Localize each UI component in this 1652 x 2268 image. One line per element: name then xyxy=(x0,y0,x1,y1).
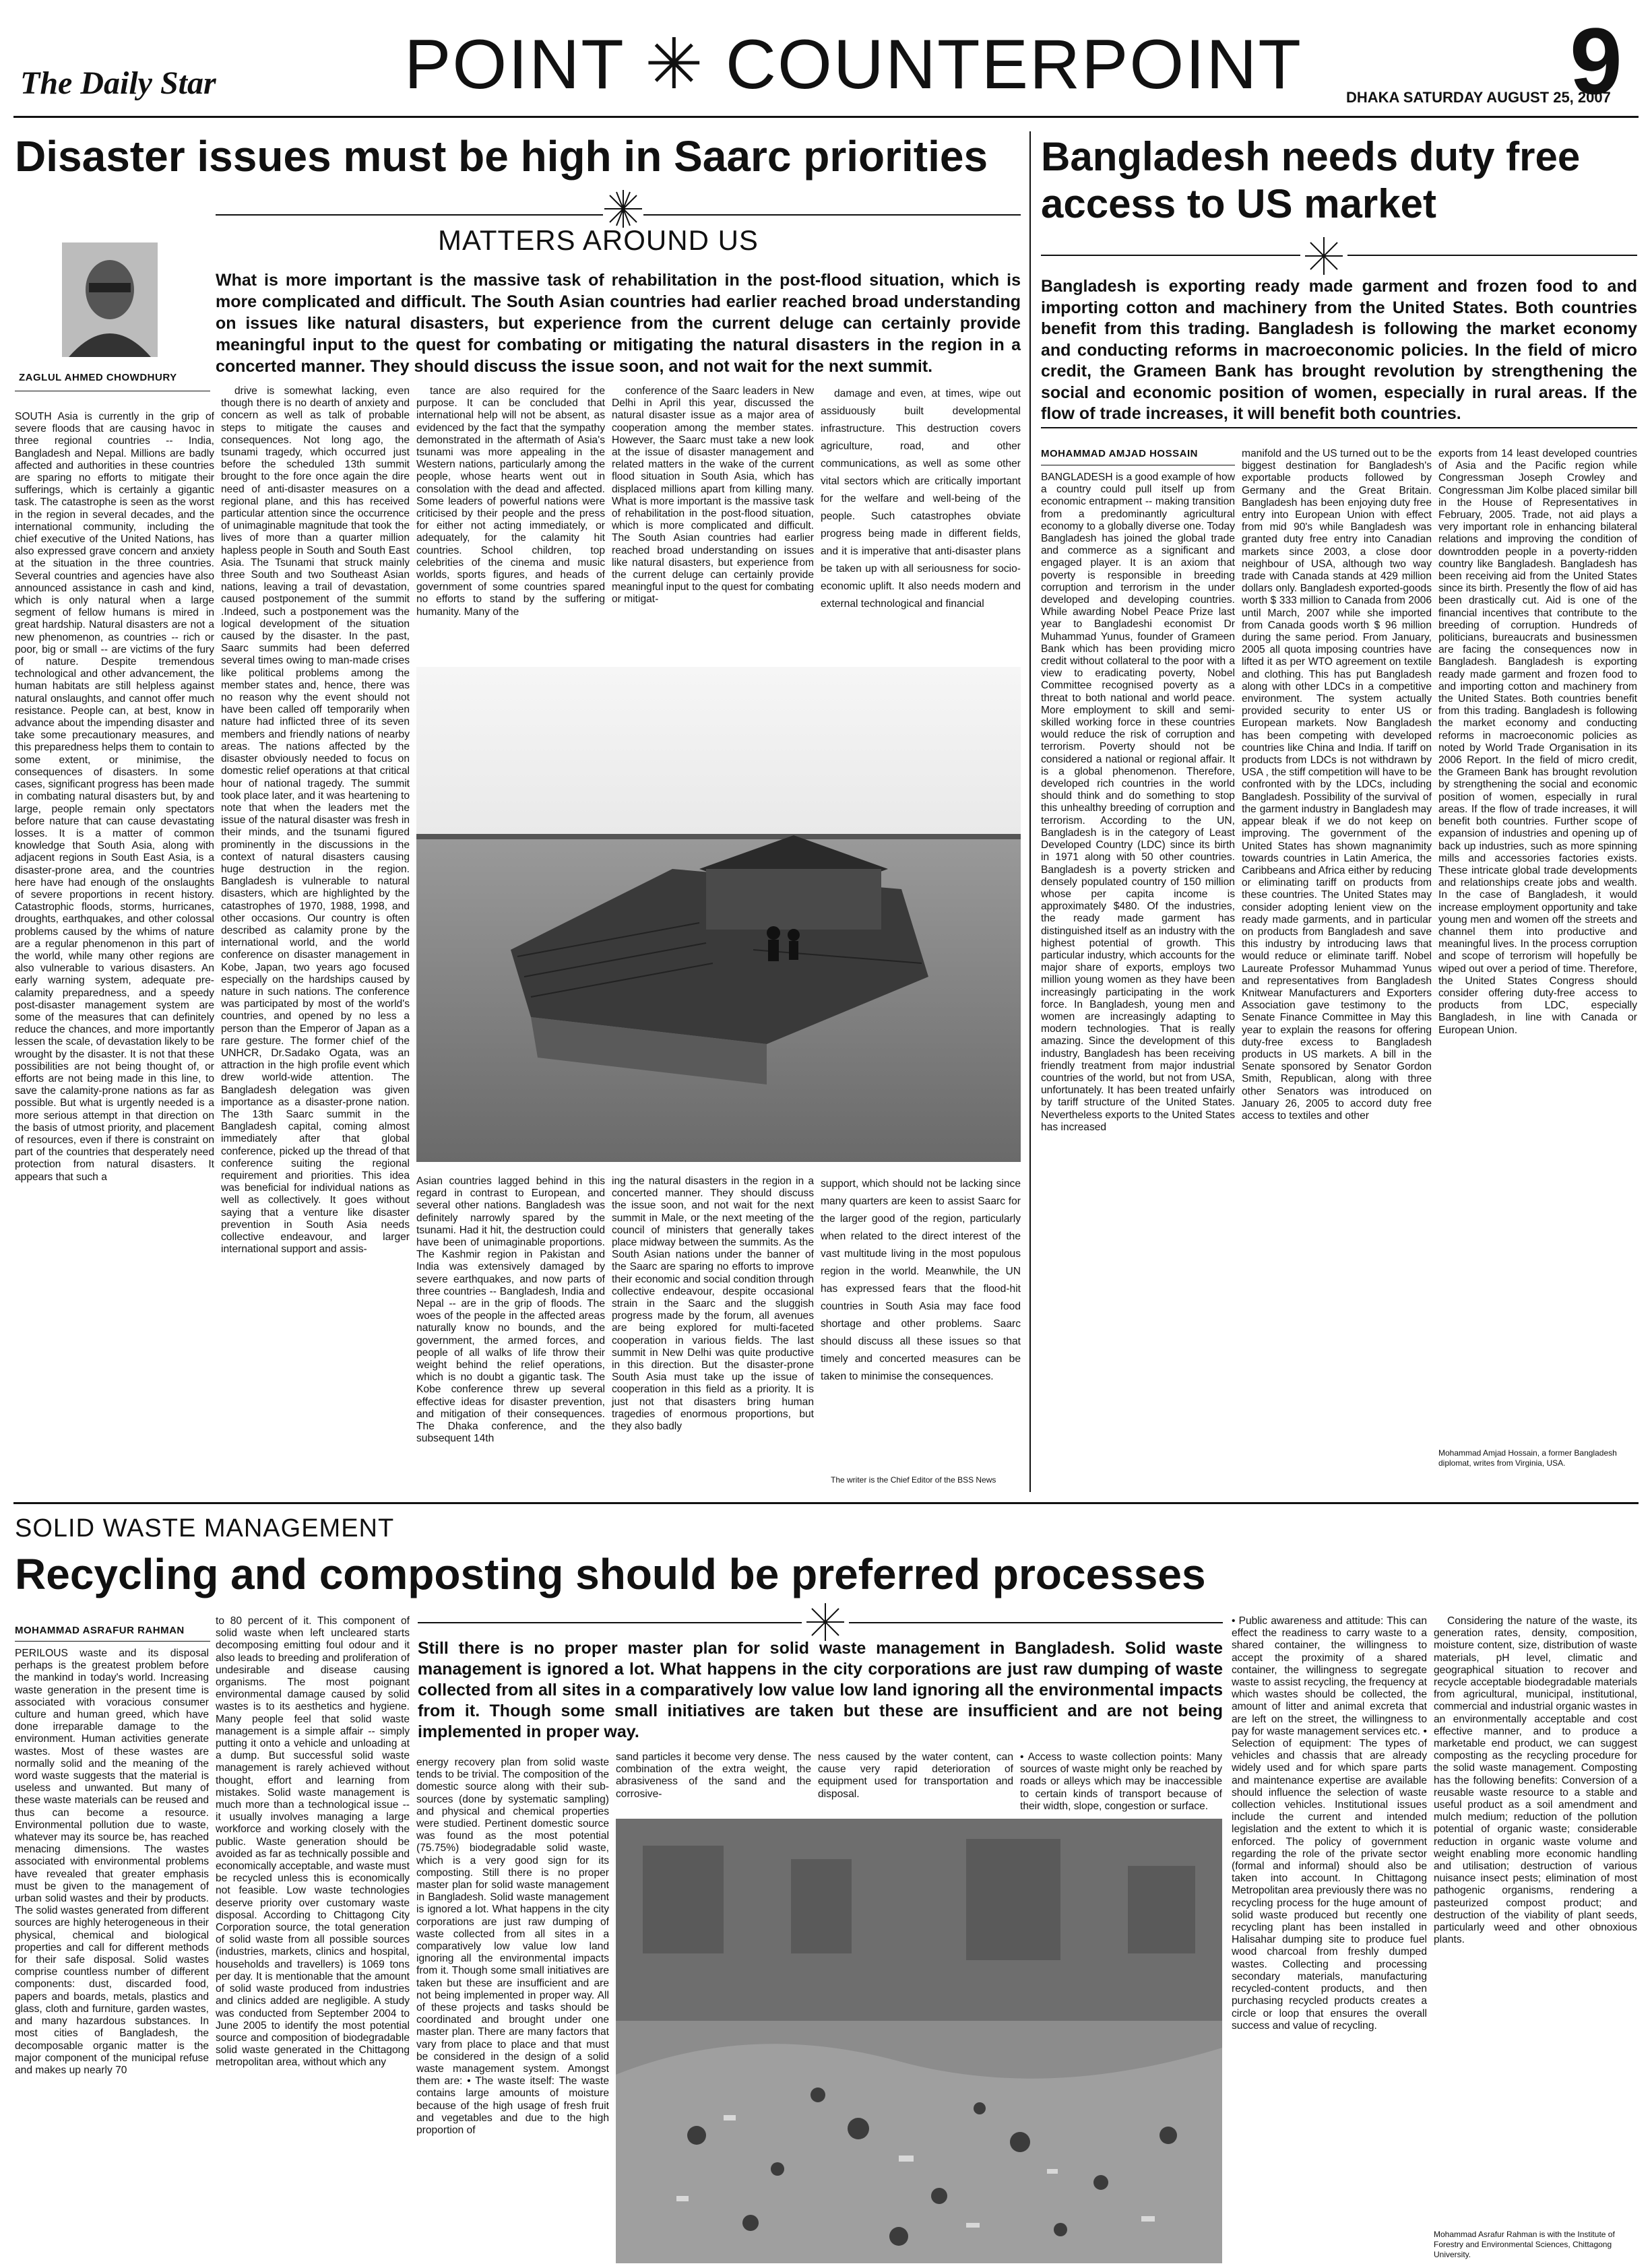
article3-col6-top xyxy=(1020,1751,1222,1812)
article2-col3 xyxy=(1438,448,1637,1445)
article1-col3-bottom-text: Asian countries lagged behind in this regard in contrast to European, and several other nations. Bangladesh was definitely narrowly spared by the tsunami. Had it hit, the destruction could have been of unimaginable proportions. The Kashmir region in Pakistan and India was extensively damaged by severe earthquakes, and now parts of three countries -- Bangladesh, India and Nepal -- are in the grip of floods. The woes of the people in the affected areas naturally know no bounds, and the government, the armed forces, and people of all walks of life throw their weight behind the relief operations, which is no doubt a gigantic task. The Kobe conference threw up several effective ideas for disaster prevention, and mitigation of their consequences. The Dhaka conference, and the subsequent 14th xyxy=(416,1175,605,1445)
article1-col5-top-text: damage and even, at times, wipe out assiduously built developmental infrastructure. This destruction covers agriculture, road, and other communications, as well as some other vital sectors which are critically important for the welfare and well-being of the people. Such catastrophes obviate progress being made in different fields, and it is imperative that anti-disaster plans be taken up with all seriousness for socio-economic uplift. It also needs modern and external technological and financial xyxy=(821,388,1021,610)
article3-col3 xyxy=(416,1757,609,2264)
author-rule xyxy=(15,1641,210,1642)
article3-rule-right xyxy=(849,1622,1223,1623)
article1-col4-bottom-text: ing the natural disasters in the region in a concerted manner. They should discuss the issue soon, and not wait for the next summit in Male, or the next meeting of the council of ministers that generally takes place midway between the summits. As the South Asian nations under the banner of the Saarc are sparing no efforts to improve their economic and social condition through collective endeavour, despite occasional strain in the Saarc and the sluggish progress made by the forum, all avenues are being explored for multi-faceted cooperation in various fields. The last summit in New Delhi was quite productive in this direction. But the disaster-prone South Asia must take up the issue of cooperation in this field as a priority. It is just not that disasters bring human tragedies of enormous proportions, but they also badly xyxy=(612,1175,814,1433)
article2-col1 xyxy=(1041,472,1235,1495)
article3-col7-text: Considering the nature of the waste, its generation rates, density, composition, moisture content, size, distribution of waste materials, pH level, climatic and geographical situation to recover and recycle acceptable biodegradable materials from agricultural, municipal, institutional, commercial and industrial organic wastes in an environmentally acceptable and cost effective manner, and to produce a marketable end product, we can suggest composting as the recycling procedure for the solid waste management. Composting has the following benefits: Conversion of a reusable waste resource to a stable and useful product as a soil amendment and mulch medium; reduction of the pollution potential of organic waste; considerable reduction in organic waste volume and weight enabling more economic handling and utilisation; destruction of various nuisance insect pests; elimination of most pathogenic organisms, rendering a pasteurized compost product; and destruction of the viability of plant seeds, particularly weed and other obnoxious plants. xyxy=(1434,1615,1637,1946)
article2-rule-right xyxy=(1347,255,1637,256)
article3-col6-text: • Public awareness and attitude: This can effect the readiness to carry waste to a shared container, the willingness to accept the proximity of a shared container, the willingness to segregate waste to assist recycling, the frequency at which wastes should be collected, the amount of litter and animal excreta that are left on the street, the willingness to pay for waste management services etc. • Selection of equipment: The types of vehicles and chassis that are already widely used and for which spare parts and maintenance expertise are available should influence the selection of waste collection vehicles. Institutional issues include the current and intended legislation and the extent to which it is enforced. The policy of government regarding the role of the private sector (formal and informal) should also be taken into account. In Chittagong Metropolitan area previously there was no recycling process for the huge amount of solid waste produced but recently one recycling plant has been installed in Halisahar dumping site to produce fuel wood charcoal from freshly dumped wastes. Collecting and processing secondary materials, manufacturing recycled-content products, and then purchasing recycled products creates a circle or loop that ensures the overall success and value of recycling. xyxy=(1232,1615,1427,2032)
article2-author: MOHAMMAD AMJAD HOSSAIN xyxy=(1041,448,1198,459)
article3-writer-note: Mohammad Asrafur Rahman is with the Institute of Forestry and Environmental Sciences, Chittagong University. xyxy=(1434,2230,1615,2259)
article3-col6-top-text: • Access to waste collection points: Many sources of waste might only be reached by roads or alleys which may be inaccessible to certain kinds of transport because of their width, slope, congestion or surface. xyxy=(1020,1751,1222,1812)
article3-author: MOHAMMAD ASRAFUR RAHMAN xyxy=(15,1625,185,1636)
star-ornament-icon xyxy=(1304,236,1344,276)
article1-col3-top-text: tance are also required for the purpose. It can be concluded that international help will not be absent, as evidenced by the fact that the sympathy demonstrated in the aftermath of Asia's tsunami was more appealing in the Western nations, particularly among the people, whose hearts went out in consolation with the dead and affected. Some leaders of powerful nations were criticised by their people and the press for either not acting immediately, or adequately, for the calamity hit countries. School children, top celebrities of the cinema and music worlds, sports figures, and heads of government of some countries spared no efforts to stand by the suffering humanity. Many of the xyxy=(416,385,605,618)
article1-kicker: MATTERS AROUND US xyxy=(438,224,759,256)
star-ornament-icon xyxy=(603,189,643,229)
article2-col3-text: exports from 14 least developed countries of Asia and the Pacific region while Congressman Joseph Crowley and Congressman Jim Kolbe placed similar bill in the House of Representatives in February, 2005. Trade, not aid plays a very important role in enhancing bilateral relations and improving the condition of downtrodden people in a poverty-ridden country like Bangladesh. Bangladesh has been receiving aid from the United States since its birth. Presently the flow of aid has been drastically cut. Aid is one of the financial incentives that contribute to the breeding of corruption. Hundreds of politicians, bureaucrats and businessmen are facing the consequences now in Bangladesh. Bangladesh is exporting ready made garment and frozen food to and importing cotton and machinery from the United States. Both countries benefit from this trading. Bangladesh is following the market economy and conducting reforms in macroeconomic policies as noted by World Trade Organisation in its 2006 Report. In the field of micro credit, the Grameen Bank has brought revolution by strengthening the social and economic position of women, especially in rural areas. If the flow of trade increases, it will benefit both countries. Further scope of expansion of industries and opening up of back up industries, such as more spinning mills and accessories factories exists. These intricate global trade developments and relationships create jobs and wealth. In the case of Bangladesh, it would increase employment opportunity and take young men and women off the streets and channel them into productive and meaningful lives. In the process corruption and scope of terrorism will hopefully be wiped out over a period of time. Therefore, the United States Congress should consider offering duty-free access to products from LDC, especially Bangladesh, in line with Canada or European Union. xyxy=(1438,448,1637,1036)
article1-col2 xyxy=(221,385,410,1499)
page-number: 9 xyxy=(1570,8,1622,114)
article2-writer-note: Mohammad Amjad Hossain, a former Bangladesh diplomat, writes from Virginia, USA. xyxy=(1438,1448,1617,1468)
article1-col1-text: SOUTH Asia is currently in the grip of severe floods that are causing havoc in three regional countries -- India, Bangladesh and Nepal. Millions are badly affected and authorities in these countries are sparing no efforts to mitigate their sufferings, which is certainly a gigantic task. The catastrophe is seen as the worst in the region in several decades, and the international community, including the chief executive of the United Nations, has also expressed grave concern and anxiety at the situation in the three countries. Several countries and agencies have also announced assistance in cash and kind, which is only natural when a large segment of fellow humans is mired in great hardship. Natural disasters are not a new phenomenon, as countries -- rich or poor, big or small -- are victims of the fury of nature. Despite tremendous technological and other advancement, the human habitats are still helpless against natural onslaughts, and cannot offer much resistance. People can, at best, know in advance about the impending disaster and take some precautionary measures, and this preparedness helps them to contain to some extent, or minimise, the consequences of disasters. In some cases, significant progress has been made in combating natural disasters but, by and large, people remain only spectators before nature that can cause devastating losses. It is a matter of common knowledge that South Asia, along with adjacent regions in South East Asia, is a disaster-prone area, and the countries here have had enough of the onslaughts of severe proportions in recent history. Catastrophic floods, storms, hurricanes, droughts, earthquakes, and other colossal problems caused by the whims of nature are a regular phenomenon in this part of the world, while many other regions are also vulnerable to various disasters. An early warning system, adequate pre-calamity preparedness, and a speedy post-disaster management system are some of the measures that can definitely reduce the chances, and more importantly lessen the scale, of devastation likely to be wrought by the disaster. It is not that these possibilities are not being thought of, or efforts are not being made in this line, to save the calamity-prone nations as far as possible. But what is urgently needed is a more serious attempt in that direction on the basis of utmost priority, and placement of resources, even if there is constraint on part of the countries that desperately need protection from natural disasters. It appears that such a xyxy=(15,411,214,1183)
article2-intro-rule xyxy=(1041,427,1637,428)
article3-rule-left xyxy=(418,1622,802,1623)
article1-col3-bottom xyxy=(416,1175,605,1499)
article3-col4-top-text: sand particles it become very dense. The combination of the extra weight, the abrasiveness of the sand and the corrosive- xyxy=(616,1751,811,1800)
article1-writer-note: The writer is the Chief Editor of the BSS News xyxy=(831,1475,996,1485)
section-title: POINT ✳ COUNTERPOINT xyxy=(404,26,1302,104)
article3-col7 xyxy=(1434,1615,1637,2222)
article3-col6 xyxy=(1232,1615,1427,2264)
article1-col5-bottom-text: support, which should not be lacking since many quarters are keen to assist Saarc for the larger good of the region, particularly when related to the direct interest of the vast multitude living in the most populous region in the world. Meanwhile, the UN has expressed fears that the flood-hit countries in South Asia may face food shortage and other problems. Saarc should discuss all these issues so that timely and concerted measures can be taken to minimise the consequences. xyxy=(821,1178,1021,1382)
article1-col2-text: drive is somewhat lacking, even though there is no dearth of anxiety and concern as well as talk of probable steps to mitigate the causes and consequences. Not long ago, the tsunami tragedy, which occurred just before the scheduled 13th summit brought to the fore once again the dire need of anti-disaster measures on a regional plane, and this has received particular attention since the occurrence of unimaginable magnitude that took the lives of more than a quarter million hapless people in South and South East Asia. The Tsunami that struck mainly three South and two Southeast Asian nations, leaving a trail of devastation, caused postponement of the summit .Indeed, such a postponement was the logical development of the situation caused by the disaster. In the past, Saarc summits had been deferred several times owing to man-made crises like political problems among the member states and, hence, there was no reason why the event should not have been called off temporarily when nature had inflicted three of its seven members and friendly nations of nearby areas. The nations affected by the disaster obviously needed to focus on domestic relief operations at that critical hour of national tragedy. The summit took place later, and it was heartening to note that when the leaders met the issue of the natural disaster was fresh in their minds, and the tsunami figured prominently in the discussions in the context of natural disasters causing huge destruction in the region. Bangladesh is vulnerable to natural disasters, which are highlighted by the catastrophes of 1970, 1988, 1998, and other occasions. Our country is often described as calamity prone by the international world, and the world conference on disaster management in Kobe, Japan, two years ago focused especially on the hardships caused by nature in such nations. The conference was participated by most of the world's countries, and opened by no less a person than the Emperor of Japan as a rare gesture. The former chief of the UNHCR, Dr.Sadako Ogata, was an attraction in the high profile event which drew world-wide attention. The Bangladesh delegation was given importance as a disaster-prone nation. The 13th Saarc summit in the Bangladesh capital, coming almost immediately after that global conference, picked up the thread of that conference suiting the regional requirement and priorities. This idea was beneficial for individual nations as well as collectively. It goes without saying that a venture like disaster prevention in South Asia needs collective endeavour, and larger international support and assis- xyxy=(221,385,410,1256)
article1-headline: Disaster issues must be high in Saarc priorities xyxy=(15,132,988,181)
article1-intro: What is more important is the massive task of rehabilitation in the post-flood situation, which is more complicated and difficult. The South Asian countries had earlier reached broad understanding on issues like natural disasters, but experience from the current deluge can certainly provide meaningful input to the quest for combating or mitigating the natural disasters in the region in a concerted manner. They should discuss the issue soon, and not wait for the next summit. xyxy=(216,271,1021,376)
article3-col5-top xyxy=(818,1751,1013,1812)
article1-col4-bottom xyxy=(612,1175,814,1499)
article2-col2-text: manifold and the US turned out to be the biggest destination for Bangladesh's exportable products followed by Germany and the Great Britain. Bangladesh has been enjoying duty free entry into European Union with effect from mid 90's while Bangladesh was granted duty free entry into Canadian markets since 2003, a close door neighbour of USA, although two way trade with Canada stands at 429 million dollars only. Bangladesh exported-goods worth $ 333 million to Canada from 2006 until March, 2007 while she imported from Canada goods worth $ 96 million during the same period. From January, 2005 all quota imposing countries have lifted it as per WTO agreement on textile and clothing. This has put Bangladesh along with other LDCs in a competitive environment. The system actually provided security to enter US or European markets. Now Bangladesh has been competing with developed countries like China and India. If tariff on products from LDCs is not withdrawn by USA , the stiff competition will have to be confronted with by the LDCs, including Bangladesh. Possibility of the survival of the garment industry in Bangladesh may appear bleak if we do not keep on improving. The government of the United States has shown magnanimity towards countries in Latin America, the Caribbeans and Africa either by reducing or eliminating tariff on products from these countries. The United States may consider adopting lenient view on the ready made garments, and in particular on products from Bangladesh and save this industry by introducing laws that would reduce or eliminate tariff. Nobel Laureate Professor Muhammad Yunus and representatives from Bangladesh Knitwear Manufacturers and Exporters Association gave testimony to the Senate Finance Committee in May this year to explain the reasons for offering duty-free excess to Bangladesh products in US markets. A bill in the Senate sponsored by Senator Gordon Smith, Republican, along with three other Senators was introduced on January 26, 2005 to accord duty free access to textiles and other xyxy=(1242,448,1432,1122)
article3-headline: Recycling and composting should be preferred processes xyxy=(15,1550,1206,1598)
article3-col4-top xyxy=(616,1751,811,1812)
kicker-rule-right xyxy=(643,214,1021,216)
waste-dump-photo xyxy=(616,1819,1222,2263)
article1-col5-top xyxy=(821,385,1021,661)
article1-col5-bottom xyxy=(821,1175,1021,1465)
star-ornament-icon xyxy=(805,1602,846,1642)
article3-kicker: SOLID WASTE MANAGEMENT xyxy=(15,1514,395,1543)
article3-intro: Still there is no proper master plan for solid waste management in Bangladesh. Solid waste management is ignored a lot. What happens in the city corporations are just raw dumping of waste collected from all sites in a comparatively low value low land ignoring all the environmental impacts from it. Though some small initiatives are taken but these are insufficient and are not being implemented in proper way. xyxy=(418,1639,1223,1741)
article1-author: ZAGLUL AHMED CHOWDHURY xyxy=(19,372,177,383)
article1-col3-top xyxy=(416,385,605,695)
article1-col4-top xyxy=(612,385,814,695)
newspaper-logo: The Daily Star xyxy=(20,65,216,101)
article2-intro: Bangladesh is exporting ready made garment and frozen food to and importing cotton and machinery from the United States. Both countries benefit from this trading. Bangladesh is following the market economy and conducting reforms in macroeconomic policies. In the field of micro credit, the Grameen Bank has brought revolution by strengthening the social and economic position of women, especially in rural areas. If the flow of trade increases, it will benefit both countries. xyxy=(1041,277,1637,423)
article3-col2-text: to 80 percent of it. This component of solid waste when left uncleared starts decomposing emitting foul odour and it also leads to breeding and proliferation of undesirable and disease causing organisms. The most poignant environmental damage caused by solid wastes is to its aesthetics and hygiene. Many people feel that solid waste management is a simple affair -- simply putting it onto a vehicle and unloading at a dump. But successful solid waste management is rarely achieved without thought, effort and learning from mistakes. Solid waste management is much more than a technological issue -- it usually involves managing a large workforce and working closely with the public. Waste generation should be avoided as far as technically possible and economically acceptable, and waste must be recycled unless this is economically not feasible. Low waste technologies deserve priority over customary waste disposal. According to Chittagong City Corporation source, the total generation of solid waste from all possible sources (industries, markets, clinics and hospital, households and travellers) is 1069 tons per day. It is mentionable that the amount of solid waste produced from industries and clinics added are negligible. A study was conducted from September 2004 to June 2005 to identify the most potential source and composition of biodegradable solid waste generated in the Chittagong metropolitan area, without which any xyxy=(216,1615,410,2069)
issue-date: DHAKA SATURDAY AUGUST 25, 2007 xyxy=(1346,89,1611,106)
article1-col1 xyxy=(15,411,214,1499)
article3-col5-top-text: ness caused by the water content, can cause very rapid deterioration of equipment used for transportation and disposal. xyxy=(818,1751,1013,1800)
article2-rule-left xyxy=(1041,255,1300,256)
article2-col1-text: BANGLADESH is a good example of how a country could pull itself up from economic entrapment -- making transition from a predominantly agricultural economy to a globally diverse one. Today Bangladesh has joined the global trade and commerce as a significant and engaged player. It is an axiom that poverty is responsible in breeding corruption and terrorism in the under developed and developing countries. While awarding Nobel Peace Prize last year to Bangladeshi economist Dr Muhammad Yunus, founder of Grameen Bank which has been providing micro credit without collateral to the poor with a view to eradicating poverty, Nobel Committee recognised poverty as a threat to both national and world peace. More employment to skill and semi-skilled working force in these countries would reduce the risk of corruption and terrorism. Poverty should not be considered a national or regional affair. It is a global phenomenon. Therefore, developed rich countries in the world should think and do something to stop this unhealthy breeding of corruption and terrorism. According to the UN, Bangladesh is in the category of Least Developed Country (LDC) since its birth in 1971 along with 50 other countries. Bangladesh is a poverty stricken and densely populated country of 150 million whose per capita income is approximately $480. Of the industries, the ready made garment has distinguished itself as an industry with the highest potential of growth. This particular industry, which accounts for the major share of exports, employs two million young women as they have been increasingly participating in the work force. In Bangladesh, young men and women are increasingly adapting to modern technologies. That is really amazing. Since the development of this industry, Bangladesh has been receiving friendly treatment from major industrial countries of the world, but not from USA, unfortunately. It has been treated unfairly by tariff structure of the United States. Nevertheless exports to the United States has increased xyxy=(1041,472,1235,1133)
article3-col1-text: PERILOUS waste and its disposal perhaps is the greatest problem before the mankind in today's world. Increasing waste generation in the present time is associated with voracious consumer culture and human greed, which have done irreparable damage to the environment. Human activities generate wastes. Most of these wastes are normally solid and the meaning of the word waste suggests that the material is useless and unwanted. But many of these waste materials can be reused and thus can become a resource. Environmental pollution due to waste, whatever may its source be, has reached menacing dimensions. The wastes associated with environmental problems have revealed that greater emphasis must be given to the management of urban solid wastes and their by products. The solid wastes generated from different sources are highly heterogeneous in their physical, chemical and biological properties and call for different methods for their safe disposal. Solid wastes comprise countless number of different components: dust, discarded food, papers and boards, metals, plastics and glass, cloth and furniture, garden wastes, and many hazardous substances. In most cities of Bangladesh, the decomposable organic matter is the major component of the municipal refuse and makes up nearly 70 xyxy=(15,1648,209,2076)
flood-photo xyxy=(416,667,1021,1162)
article2-headline: Bangladesh needs duty free access to US market xyxy=(1041,134,1581,226)
article2-col2 xyxy=(1242,448,1432,1495)
kicker-rule-left xyxy=(216,214,603,216)
author-portrait xyxy=(62,242,158,357)
article3-col2 xyxy=(216,1615,410,2264)
masthead-rule xyxy=(13,116,1639,118)
section-break-rule xyxy=(13,1502,1639,1504)
column-divider xyxy=(1029,131,1031,1492)
article3-col1 xyxy=(15,1648,209,2264)
article1-col4-top-text: conference of the Saarc leaders in New Delhi in April this year, discussed the natural disaster issue as a major area of cooperation among the member states. However, the Saarc must take a new look at the issue of disaster management and related matters in the wake of the current flood situation in South Asia, which has displaced millions apart from killing many. What is more important is the massive task of rehabilitation in the post-flood situation, which is more complicated and difficult. The South Asian countries had earlier reached broad understanding on issues like natural disasters, but experience from the current deluge can certainly provide meaningful input to the quest for combating or mitigat- xyxy=(612,385,814,606)
article3-col3-text: energy recovery plan from solid waste tends to be trivial. The composition of the domestic source along with their sub-sources (done by systematic sampling) and physical and chemical properties were studied. Pertinent domestic source was found as the most potential (75.75%) biodegradable solid waste, which is a very good sign for its composting. Still there is no proper master plan for solid waste management in Bangladesh. Solid waste management is ignored a lot. What happens in the city corporations are just raw dumping of waste collected from all sites in a comparatively low value low land ignoring all the environmental impacts from it. Though some small initiatives are taken but these are insufficient and are not being implemented in proper way. All of these projects and tasks should be coordinated and brought under one master plan. There are many factors that vary from place to place and that must be considered in the design of a solid waste management system. Amongst them are: • The waste itself: The waste contains large amounts of moisture because of the high usage of fresh fruit and vegetables and due to the high proportion of xyxy=(416,1757,609,2137)
